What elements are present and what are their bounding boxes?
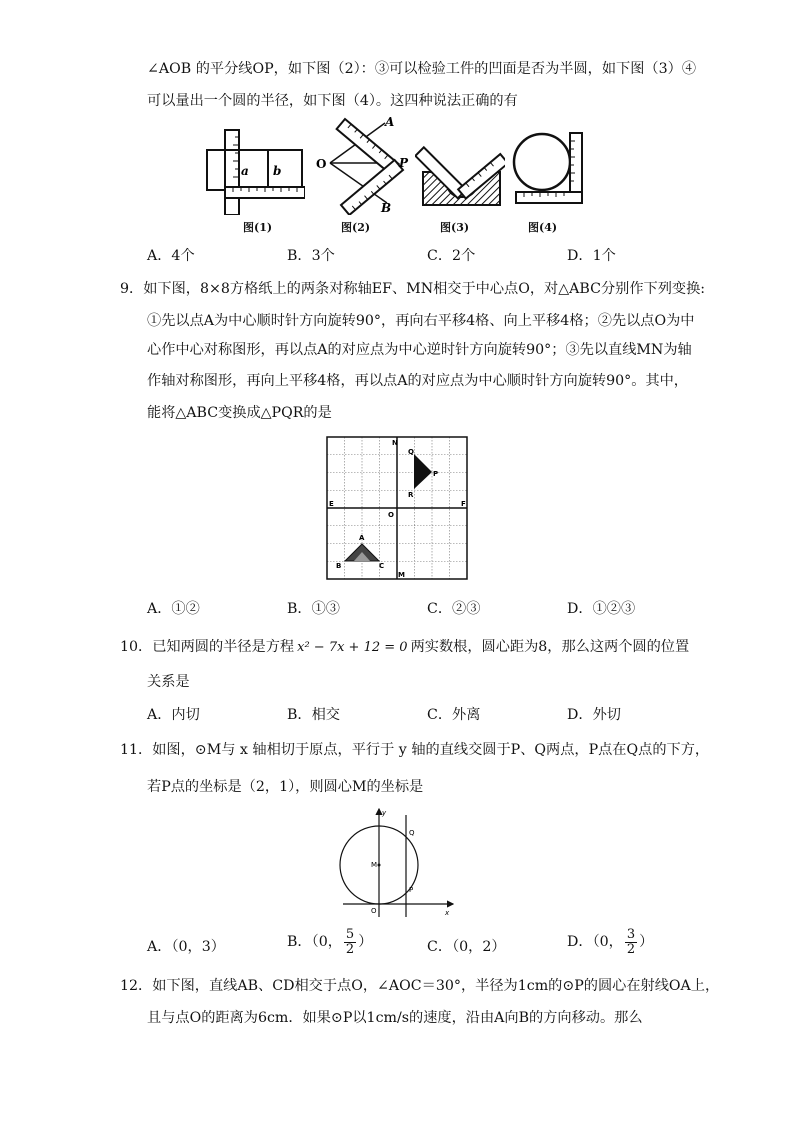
- fig11-label-P: P: [409, 886, 414, 894]
- q8-figure-2: [315, 115, 415, 215]
- q9-option-b: B．①③: [287, 601, 340, 617]
- grid-label-O: O: [388, 511, 394, 519]
- grid-label-N: N: [392, 439, 398, 447]
- grid-label-M: M: [398, 571, 405, 579]
- fig11-label-M: M: [371, 861, 378, 869]
- q11-text-line-2: 若P点的坐标是（2，1），则圆心M的坐标是: [147, 779, 424, 795]
- q8-figure-3: [415, 122, 505, 212]
- q11-option-a: A．（0，3）: [147, 939, 225, 955]
- fig2-label-A: A: [385, 115, 395, 129]
- q8-figure-1: [205, 125, 305, 215]
- q11-option-b-fraction: $\frac{5}{2}$: [345, 927, 355, 957]
- q9-grid-figure: [322, 434, 472, 582]
- fig1-label-b: b: [273, 164, 282, 178]
- grid-label-C: C: [379, 562, 385, 570]
- grid-label-F: F: [461, 500, 466, 508]
- fig-caption-4: 图(4): [528, 221, 558, 234]
- fig-caption-3: 图(3): [440, 221, 470, 234]
- fig-caption-2: 图(2): [341, 221, 371, 234]
- q10-text-line-2: 关系是: [147, 674, 190, 690]
- q11-option-c: C．（0，2）: [427, 939, 506, 955]
- q8-figure-4: [510, 125, 595, 210]
- q9-text-line-3: 心作中心对称图形，再以点A的对应点为中心逆时针方向旋转90°；③先以直线MN为轴: [147, 342, 692, 358]
- fig-caption-1: 图(1): [243, 221, 273, 234]
- q8-option-c: C．2个: [427, 248, 476, 264]
- q11-option-b: B．（0， $\frac{5}{2}$ ）: [287, 927, 373, 957]
- q9-text-line-2: ①先以点A为中心顺时针方向旋转90°，再向右平移4格、向上平移4格；②先以点O为中: [147, 313, 695, 329]
- q11-text-line-1: 11．如图，⊙M与 x 轴相切于原点，平行于 y 轴的直线交圆于P、Q两点，P点在Q点的下方，: [120, 742, 710, 758]
- q12-text-line-1: 12．如下图，直线AB、CD相交于点O，∠AOC＝30°，半径为1cm的⊙P的圆心在射线OA上，: [120, 978, 720, 994]
- fig11-label-Q: Q: [409, 829, 415, 837]
- grid-label-P: P: [433, 470, 439, 478]
- fig2-label-B: B: [381, 201, 392, 215]
- q8-text-line-1: ∠AOB 的平分线OP，如下图（2）：③可以检验工件的凹面是否为半圆，如下图（3）④: [147, 61, 697, 77]
- grid-label-E: E: [329, 500, 334, 508]
- q10-option-a: A．内切: [147, 707, 200, 723]
- fig1-label-a: a: [241, 164, 249, 178]
- q9-option-a: A．①②: [147, 601, 200, 617]
- q8-text-line-2: 可以量出一个圆的半径，如下图（4）。这四种说法正确的有: [147, 93, 518, 109]
- q8-option-d: D．1个: [567, 248, 616, 264]
- grid-label-B: B: [336, 562, 342, 570]
- grid-label-R: R: [408, 491, 414, 499]
- q8-option-a: A．4个: [147, 248, 195, 264]
- q10-option-b: B．相交: [287, 707, 340, 723]
- q12-text-line-2: 且与点O的距离为6cm．如果⊙P以1cm/s的速度，沿由A向B的方向移动。那么: [147, 1010, 643, 1026]
- fig2-label-O: O: [316, 157, 327, 171]
- q10-text-line-1: 10．已知两圆的半径是方程 x² − 7x + 12 = 0 两实数根，圆心距为8，那么这两个圆的位置: [120, 639, 690, 655]
- grid-label-A: A: [359, 534, 365, 542]
- q9-option-c: C．②③: [427, 601, 481, 617]
- q11-circle-figure: [335, 805, 460, 920]
- fig11-label-y: y: [382, 809, 387, 817]
- q10-option-d: D．外切: [567, 707, 621, 723]
- fig2-label-P: P: [399, 156, 409, 170]
- q11-option-d-fraction: $\frac{3}{2}$: [626, 927, 636, 957]
- fig11-label-O: O: [371, 907, 377, 915]
- q10-equation: x² − 7x + 12 = 0: [297, 640, 408, 655]
- q9-option-d: D．①②③: [567, 601, 636, 617]
- grid-label-Q: Q: [408, 448, 414, 456]
- q8-option-b: B．3个: [287, 248, 335, 264]
- q9-text-line-4: 作轴对称图形，再向上平移4格，再以点A的对应点为中心顺时针方向旋转90°。其中，: [147, 373, 688, 389]
- q11-option-d: D．（0， $\frac{3}{2}$ ）: [567, 927, 654, 957]
- fig11-label-x: x: [445, 909, 450, 917]
- q10-option-c: C．外离: [427, 707, 481, 723]
- q9-text-line-1: 9．如下图，8×8方格纸上的两条对称轴EF、MN相交于中心点O，对△ABC分别作下列变换:: [120, 281, 706, 297]
- q9-text-line-5: 能将△ABC变换成△PQR的是: [147, 405, 332, 421]
